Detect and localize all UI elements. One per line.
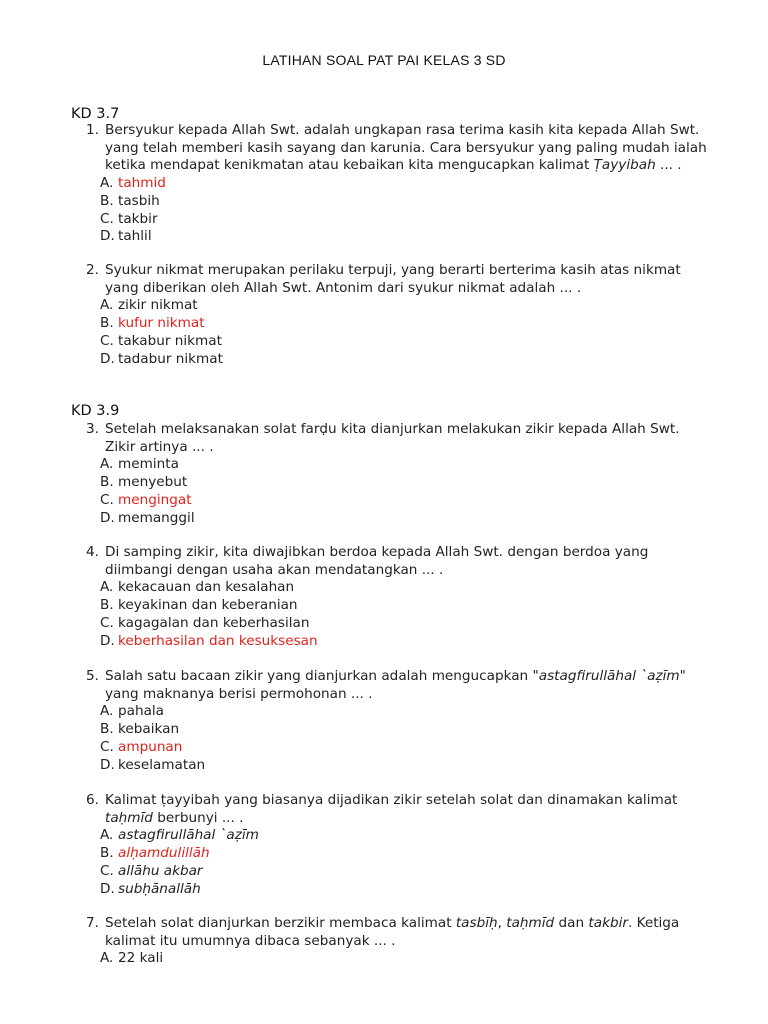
text-run: Di samping zikir, kita diwajibkan berdoa kepada Allah Swt. dengan berdoa yang diimbangi dengan usaha akan mendatangkan ... .	[105, 544, 649, 578]
answer-option	[100, 615, 711, 633]
question-number: 1.	[86, 122, 99, 138]
option-text	[118, 211, 158, 229]
option-text	[118, 297, 198, 315]
text-run: zikir nikmat	[118, 297, 198, 314]
option-text	[118, 333, 222, 351]
text-run: yang maknanya berisi permohonan ... .	[105, 685, 373, 702]
option-letter: A.	[100, 297, 114, 314]
answer-option	[100, 333, 711, 351]
question-stem	[71, 792, 711, 827]
text-run: taḥmīd	[105, 809, 153, 826]
question-text	[105, 262, 711, 297]
option-text	[118, 703, 164, 721]
text-run: Setelah melaksanakan solat farḍu kita dianjurkan melakukan zikir kepada Allah Swt. Zikir artinya ... .	[105, 421, 680, 455]
answer-option	[100, 297, 711, 315]
option-text	[118, 950, 163, 968]
text-run: alḥamdulillāh	[118, 845, 210, 862]
text-run: taḥmīd	[506, 915, 555, 931]
question-number: 6.	[86, 792, 99, 808]
text-run: mengingat	[118, 491, 192, 508]
section-heading-kd-3-7: KD 3.7	[71, 106, 120, 122]
text-run: Syukur nikmat merupakan perilaku terpuji, yang berarti berterima kasih atas nikmat yang diberikan oleh Allah Swt. Antonim dari syukur nikmat adalah ... .	[105, 262, 681, 296]
option-text	[118, 845, 210, 863]
option-text	[118, 739, 182, 757]
text-run: tahlil	[118, 228, 152, 245]
text-run: ampunan	[118, 738, 183, 755]
question-1	[71, 122, 711, 246]
answer-option	[100, 474, 711, 492]
question-stem	[71, 421, 711, 456]
answer-option	[100, 827, 711, 845]
option-letter: C.	[100, 614, 114, 631]
option-text	[118, 579, 294, 597]
text-run: "astagfirullāhal `aẓīm"	[532, 668, 686, 684]
text-run: Bersyukur kepada Allah Swt. adalah ungkapan rasa terima kasih kita kepada Allah Swt. yang telah memberi kasih sayang dan karunia. Cara bersyukur yang paling mudah ialah ketika mendapat kenikmatan atau kebaikan kita mengucapkan kalimat	[105, 122, 707, 174]
question-number: 4.	[86, 544, 99, 560]
option-letter: C.	[100, 332, 114, 349]
option-letter: A.	[100, 827, 114, 844]
option-letter: A.	[100, 950, 114, 967]
option-text	[118, 492, 192, 510]
question-number: 7.	[86, 915, 99, 931]
text-run: kagagalan dan keberhasilan	[118, 614, 310, 631]
text-run: ,	[497, 915, 507, 931]
text-run: meminta	[118, 456, 179, 473]
question-text	[105, 544, 711, 579]
option-text	[118, 456, 179, 474]
option-letter: D.	[100, 228, 115, 245]
question-2	[71, 262, 711, 368]
question-stem	[71, 915, 711, 950]
text-run: Salah satu bacaan zikir yang dianjurkan adalah mengucapkan	[105, 668, 533, 684]
option-text	[118, 351, 223, 369]
text-run: kekacauan dan kesalahan	[118, 579, 295, 596]
option-letter: B.	[100, 845, 114, 862]
text-run: pahala	[118, 703, 165, 720]
option-text	[118, 474, 187, 492]
option-text	[118, 633, 318, 651]
text-run: takabur nikmat	[118, 332, 222, 349]
text-run: keyakinan dan keberanian	[118, 597, 298, 614]
question-7	[71, 915, 711, 968]
question-3	[71, 421, 711, 527]
option-text	[118, 827, 259, 845]
question-text	[105, 668, 711, 703]
text-run: Setelah solat dianjurkan berzikir membaca kalimat	[105, 915, 456, 931]
option-text	[118, 721, 179, 739]
question-stem	[71, 544, 711, 579]
option-text	[118, 315, 205, 333]
answer-option	[100, 510, 711, 528]
text-run: Kalimat ṭayyibah yang biasanya dijadikan zikir setelah solat dan dinamakan kalimat	[105, 792, 678, 808]
answer-option	[100, 721, 711, 739]
answer-option	[100, 351, 711, 369]
answer-option	[100, 881, 711, 899]
answer-option	[100, 597, 711, 615]
question-number: 2.	[86, 262, 99, 278]
option-letter: C.	[100, 862, 114, 879]
option-letter: D.	[100, 632, 115, 649]
text-run: keberhasilan dan kesuksesan	[118, 632, 318, 649]
question-text	[105, 915, 711, 950]
text-run: . Ketiga kalimat itu umumnya dibaca sebanyak ... .	[105, 915, 680, 949]
option-letter: C.	[100, 738, 114, 755]
option-letter: B.	[100, 721, 114, 738]
text-run: tahmid	[118, 175, 166, 192]
option-letter: A.	[100, 456, 114, 473]
answer-option-correct	[100, 315, 711, 333]
text-run: keselamatan	[118, 756, 206, 773]
answer-option	[100, 703, 711, 721]
question-6	[71, 792, 711, 898]
answer-option	[100, 193, 711, 211]
text-run: tadabur nikmat	[118, 350, 223, 367]
question-text	[105, 792, 711, 827]
text-run: subḥānallāh	[118, 880, 201, 897]
text-run: kebaikan	[118, 721, 180, 738]
answer-option	[100, 456, 711, 474]
answer-option-correct	[100, 633, 711, 651]
option-text	[118, 881, 201, 899]
answer-option	[100, 579, 711, 597]
text-run: 22 kali	[118, 950, 164, 967]
text-run: Ṭayyibah	[593, 157, 656, 174]
answer-option-correct	[100, 739, 711, 757]
option-text	[118, 193, 160, 211]
text-run: kufur nikmat	[118, 315, 205, 332]
option-letter: A.	[100, 703, 114, 720]
answer-option	[100, 950, 711, 968]
option-text	[118, 615, 309, 633]
option-letter: C.	[100, 491, 114, 508]
question-number: 5.	[86, 668, 99, 684]
question-stem	[71, 122, 711, 175]
question-text	[105, 122, 711, 175]
option-text	[118, 175, 166, 193]
answer-option-correct	[100, 845, 711, 863]
text-run: astagfirullāhal `aẓīm	[118, 827, 259, 844]
option-letter: B.	[100, 474, 114, 491]
answer-option	[100, 757, 711, 775]
document-title: LATIHAN SOAL PAT PAI KELAS 3 SD	[262, 52, 506, 68]
question-number: 3.	[86, 421, 99, 437]
option-text	[118, 510, 195, 528]
text-run: ... .	[655, 157, 682, 174]
option-letter: D.	[100, 509, 115, 526]
text-run: tasbīḥ	[455, 915, 498, 931]
answer-option-correct	[100, 175, 711, 193]
option-letter: D.	[100, 350, 115, 367]
option-letter: B.	[100, 192, 114, 209]
section-heading-kd-3-9: KD 3.9	[71, 403, 120, 419]
answer-option-correct	[100, 492, 711, 510]
option-letter: A.	[100, 579, 114, 596]
option-letter: C.	[100, 210, 114, 227]
option-text	[118, 597, 298, 615]
text-run: berbunyi ... .	[152, 809, 244, 826]
option-letter: B.	[100, 597, 114, 614]
text-run: menyebut	[118, 474, 188, 491]
text-run: tasbih	[118, 192, 160, 209]
answer-option	[100, 211, 711, 229]
option-text	[118, 863, 203, 881]
option-letter: B.	[100, 315, 114, 332]
text-run: allāhu akbar	[118, 862, 203, 879]
question-stem	[71, 668, 711, 703]
text-run: takbir	[118, 210, 158, 227]
answer-option	[100, 228, 711, 246]
question-stem	[71, 262, 711, 297]
option-letter: D.	[100, 756, 115, 773]
option-letter: A.	[100, 175, 114, 192]
text-run: dan	[554, 915, 589, 931]
option-letter: D.	[100, 880, 115, 897]
question-5	[71, 668, 711, 774]
question-4	[71, 544, 711, 650]
text-run: memanggil	[118, 509, 195, 526]
answer-option	[100, 863, 711, 881]
text-run: takbir	[588, 915, 628, 931]
option-text	[118, 757, 205, 775]
question-text	[105, 421, 711, 456]
option-text	[118, 228, 152, 246]
